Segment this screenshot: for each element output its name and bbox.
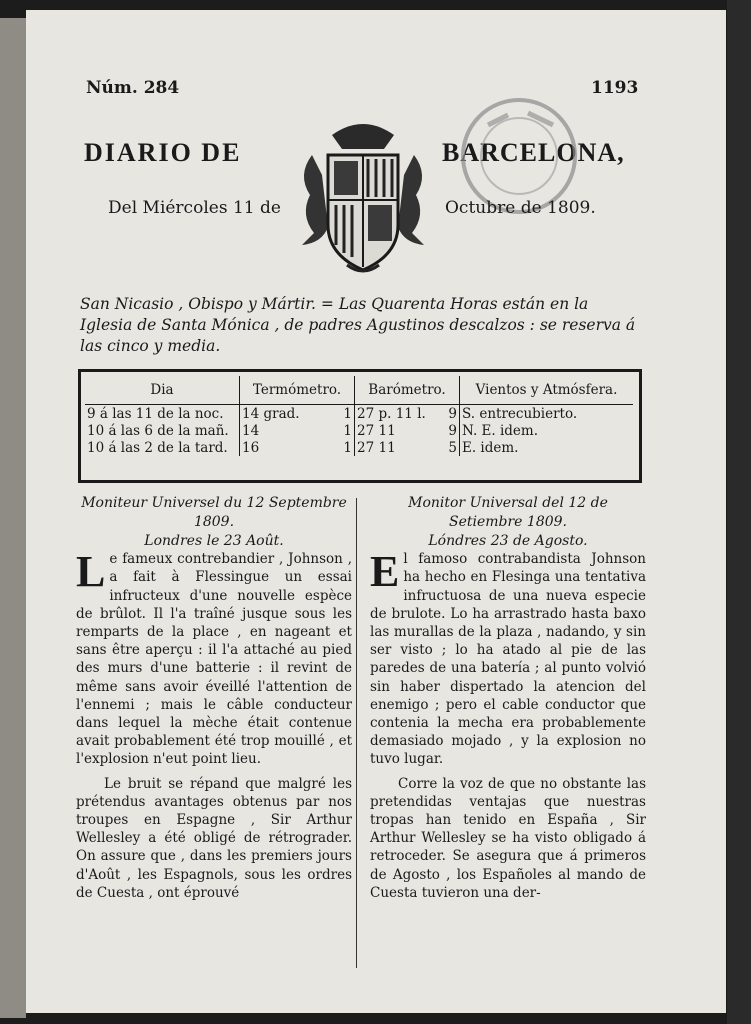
adjacent-page-edge <box>0 18 26 1018</box>
column-divider <box>356 498 357 968</box>
coat-of-arms-icon <box>292 115 434 277</box>
date-right: Octubre de 1809. <box>445 198 596 218</box>
header-barometer: Barómetro. <box>355 376 460 405</box>
right-para1: El famoso contrabandista Johnson ha hecho en Flesinga una tentativa infructuosa de una nueva especie de brulote. Lo ha arrastrado hasta baxo las murallas de la plaza , nadando, y sin ser visto ; lo ha atado al pie de las paredes de una batería ; al punto volvió sin haber dispertado la atencion del enemigo ; pero el cable conductor que contenia la mecha era probablemente demasiado mojado , y la explosion no tuvo lugar. <box>370 547 646 768</box>
issue-number: Núm. 284 <box>86 78 180 98</box>
row-wind: N. E. idem. <box>462 422 539 439</box>
right-heading: Monitor Universal del 12 de Setiembre 1809. <box>408 495 608 530</box>
drop-cap: E <box>370 547 400 597</box>
left-heading: Moniteur Universel du 12 Septembre 1809. <box>81 495 347 530</box>
row-bar: 27 11 5 <box>355 439 460 456</box>
row-bar: 27 p. 11 l. 9 <box>355 405 460 423</box>
masthead-right: BARCELONA, <box>442 138 625 167</box>
left-column <box>76 494 352 902</box>
header-day: Dia <box>85 376 240 405</box>
row-temp: 14 1 <box>240 422 355 439</box>
row-time: 10 á las 2 de la tard. <box>85 439 240 456</box>
masthead-left: DIARIO DE <box>84 138 242 167</box>
saint-notice: San Nicasio , Obispo y Mártir. = Las Quarenta Horas están en la Iglesia de Santa Mónica , de padres Agustinos descalzos : se reserva á las cinco y media. <box>80 295 636 355</box>
page-number: 1193 <box>591 78 639 98</box>
left-city: Londres le 23 Août. <box>144 533 284 549</box>
right-column <box>370 494 646 902</box>
right-city: Lóndres 23 de Agosto. <box>428 533 588 549</box>
row-temp: 14 grad. 1 <box>240 405 355 423</box>
header-winds: Vientos y Atmósfera. <box>460 376 634 405</box>
left-para1: Le fameux contrebandier , Johnson , a fait à Flessingue un essai infructeux d'une nouvelle espèce de brûlot. Il l'a traîné jusque sous les remparts de la place , en nageant et sans être aperçu : il l'a attaché au pied des murs d'une batterie : il revint de même sans avoir éveillé l'attention de l'ennemi ; mais le câble conducteur dans lequel la mèche était contenue avait probablement été trop mouillé , et l'explosion n'eut point lieu. <box>76 547 352 768</box>
drop-cap: L <box>76 547 106 597</box>
right-para2: Corre la voz de que no obstante las pretendidas ventajas que nuestras tropas han tenido en España , Sir Arthur Wellesley se ha visto obligado á retroceder. Se asegura que á primeros de Agosto , los Españoles al mando de Cuesta tuvieron una der- <box>370 775 646 901</box>
date-left: Del Miércoles 11 de <box>108 198 281 218</box>
book-edge <box>727 0 751 1024</box>
table-row <box>85 422 633 439</box>
row-wind: E. idem. <box>462 439 519 456</box>
row-time: 9 á las 11 de la noc. <box>85 405 240 423</box>
left-para2: Le bruit se répand que malgré les prétendus avantages obtenus par nos troupes en Espagne , Sir Arthur Wellesley a été obligé de rétrograder. On assure que , dans les premiers jours d'Août , les Espagnols, sous les ordres de Cuesta , ont éprouvé <box>76 775 352 901</box>
header-thermometer: Termómetro. <box>240 376 355 405</box>
row-temp: 16 1 <box>240 439 355 456</box>
row-bar: 27 11 9 <box>355 422 460 439</box>
table-row <box>85 439 633 456</box>
row-wind: S. entrecubierto. <box>462 405 578 422</box>
weather-table <box>78 369 642 483</box>
table-row <box>85 405 633 423</box>
row-time: 10 á las 6 de la mañ. <box>85 422 240 439</box>
newspaper-page <box>26 10 726 1013</box>
